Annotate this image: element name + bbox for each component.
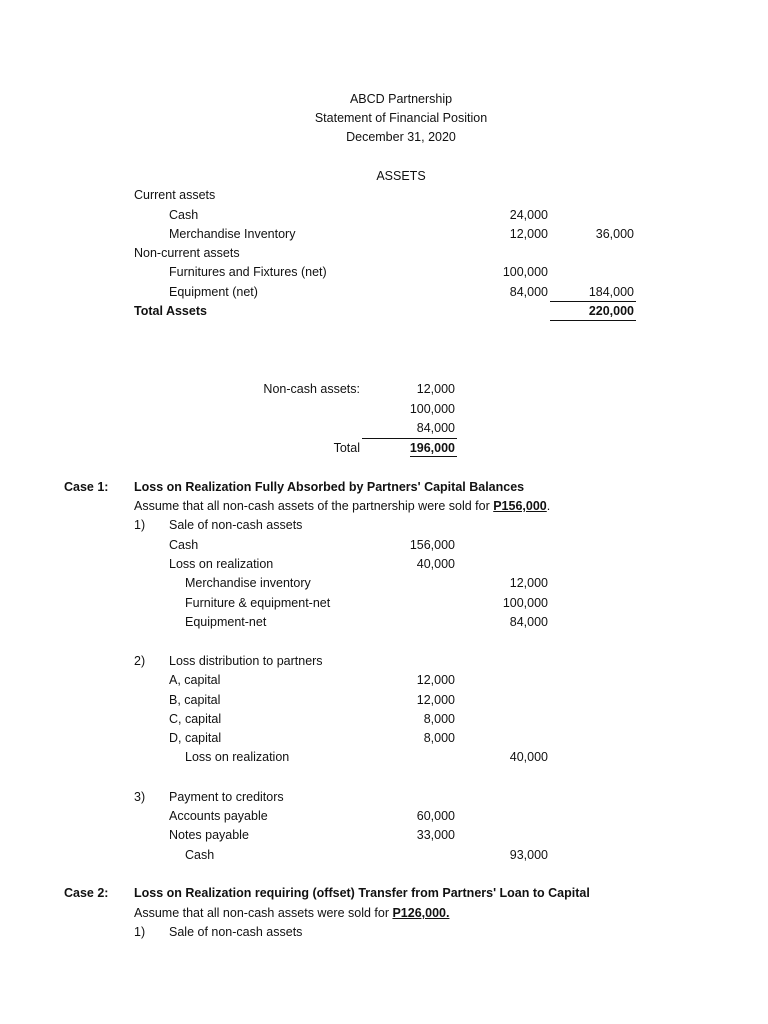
s3-np-dr: 33,000	[416, 828, 455, 842]
case2-step1-title: Sale of non-cash assets	[169, 925, 303, 939]
statement-title: Statement of Financial Position	[314, 111, 488, 125]
case1-step3-title: Payment to creditors	[169, 790, 284, 804]
noncash-label: Non-cash assets:	[263, 382, 360, 396]
case2-step1-num: 1)	[134, 925, 146, 939]
s1-merch-cr: 12,000	[509, 576, 548, 590]
s1-cash-label: Cash	[169, 538, 199, 552]
merch-label: Merchandise Inventory	[169, 227, 296, 241]
case2-title: Loss on Realization requiring (offset) Transfer from Partners' Loan to Capital	[134, 886, 590, 900]
s1-furn-cr: 100,000	[502, 596, 548, 610]
noncash-underline	[362, 438, 457, 439]
s1-equip-label: Equipment-net	[185, 615, 267, 629]
s3-ap-label: Accounts payable	[169, 809, 268, 823]
noncurrent-assets-label: Non-current assets	[134, 246, 240, 260]
total-assets-label: Total Assets	[134, 304, 207, 318]
s3-cash-cr: 93,000	[509, 848, 548, 862]
cash-label: Cash	[169, 208, 199, 222]
noncurrent-subtotal: 184,000	[588, 285, 634, 299]
noncash-value-2: 100,000	[409, 402, 455, 416]
noncash-total: 196,000	[409, 441, 455, 455]
noncash-total-underline	[410, 456, 457, 457]
total-assets-amount: 220,000	[588, 304, 634, 318]
case2-assume-amount: P126,000.	[392, 906, 450, 920]
s1-loss-dr: 40,000	[416, 557, 455, 571]
case1-assumption	[134, 498, 550, 514]
case1-step2-num: 2)	[134, 654, 146, 668]
s2-c-label: C, capital	[169, 712, 222, 726]
case1-title: Loss on Realization Fully Absorbed by Partners' Capital Balances	[134, 480, 525, 494]
s2-d-label: D, capital	[169, 731, 222, 745]
furn-amount: 100,000	[502, 265, 548, 279]
case2-assume-text: Assume that all non-cash assets were sold for	[134, 906, 393, 920]
merch-amount: 12,000	[509, 227, 548, 241]
s2-b-label: B, capital	[169, 693, 221, 707]
s2-c-dr: 8,000	[423, 712, 455, 726]
s1-cash-dr: 156,000	[409, 538, 455, 552]
s2-a-dr: 12,000	[416, 673, 455, 687]
case1-assume-text: Assume that all non-cash assets of the partnership were sold for	[134, 499, 494, 513]
noncash-total-label: Total	[333, 441, 360, 455]
current-assets-subtotal: 36,000	[595, 227, 634, 241]
s3-ap-dr: 60,000	[416, 809, 455, 823]
s1-equip-cr: 84,000	[509, 615, 548, 629]
s1-loss-label: Loss on realization	[169, 557, 274, 571]
current-assets-label: Current assets	[134, 188, 216, 202]
total-underline	[550, 320, 636, 321]
section-title: ASSETS	[376, 169, 426, 183]
noncash-value-1: 12,000	[416, 382, 455, 396]
company-name: ABCD Partnership	[349, 92, 453, 106]
s2-a-label: A, capital	[169, 673, 221, 687]
case2-label: Case 2:	[64, 886, 109, 900]
furn-label: Furnitures and Fixtures (net)	[169, 265, 327, 279]
s1-furn-label: Furniture & equipment-net	[185, 596, 331, 610]
case1-assume-end: .	[546, 499, 551, 513]
s1-merch-label: Merchandise inventory	[185, 576, 311, 590]
case1-label: Case 1:	[64, 480, 109, 494]
s2-d-dr: 8,000	[423, 731, 455, 745]
case1-step1-title: Sale of non-cash assets	[169, 518, 303, 532]
cash-amount: 24,000	[509, 208, 548, 222]
s2-b-dr: 12,000	[416, 693, 455, 707]
s3-np-label: Notes payable	[169, 828, 249, 842]
equip-label: Equipment (net)	[169, 285, 258, 299]
case1-step2-title: Loss distribution to partners	[169, 654, 323, 668]
statement-date: December 31, 2020	[346, 130, 456, 144]
case1-step1-num: 1)	[134, 518, 146, 532]
s3-cash-label: Cash	[185, 848, 215, 862]
subtotal-underline	[550, 301, 636, 302]
s2-loss-cr: 40,000	[509, 750, 548, 764]
case1-step3-num: 3)	[134, 790, 146, 804]
case2-assumption	[134, 905, 449, 921]
case1-assume-amount: P156,000	[493, 499, 547, 513]
equip-amount: 84,000	[509, 285, 548, 299]
noncash-value-3: 84,000	[416, 421, 455, 435]
s2-loss-label: Loss on realization	[185, 750, 290, 764]
